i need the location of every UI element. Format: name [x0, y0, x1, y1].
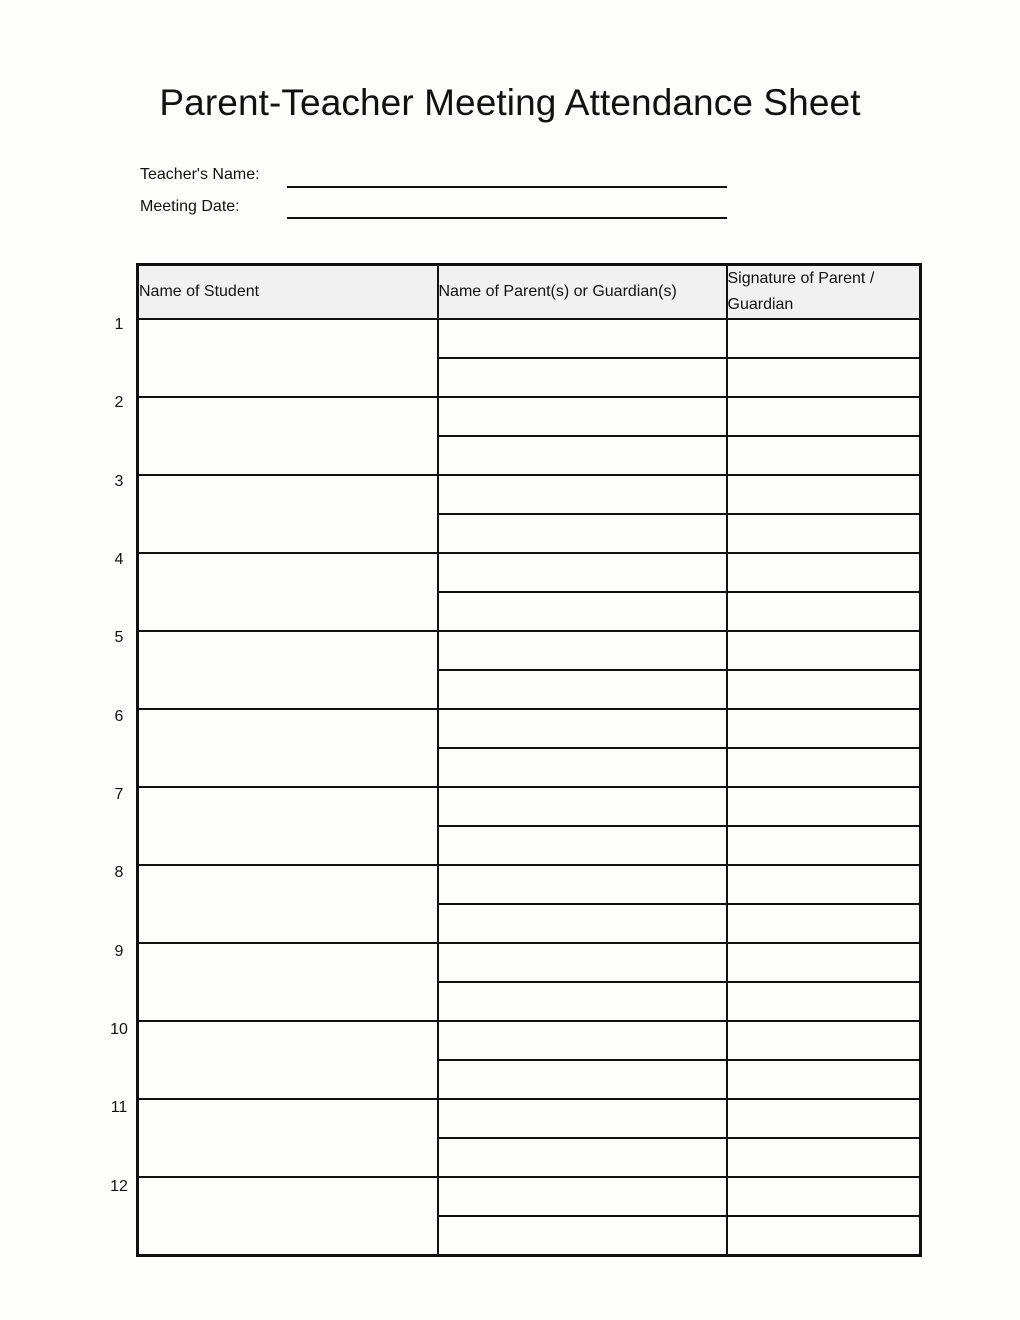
table-row [138, 865, 921, 904]
signature-cell[interactable] [727, 904, 921, 943]
table-row [138, 553, 921, 592]
signature-cell[interactable] [727, 982, 921, 1021]
signature-cell[interactable] [727, 553, 921, 592]
signature-cell[interactable] [727, 1060, 921, 1099]
attendance-table [136, 263, 922, 1257]
signature-cell[interactable] [727, 631, 921, 670]
parent-name-cell[interactable] [438, 670, 727, 709]
signature-cell[interactable] [727, 1216, 921, 1256]
student-name-cell[interactable] [138, 709, 438, 787]
parent-name-cell[interactable] [438, 553, 727, 592]
table-row [138, 319, 921, 358]
parent-name-cell[interactable] [438, 631, 727, 670]
signature-cell[interactable] [727, 397, 921, 436]
table-row [138, 787, 921, 826]
signature-cell[interactable] [727, 1177, 921, 1216]
parent-name-cell[interactable] [438, 514, 727, 553]
student-name-cell[interactable] [138, 1021, 438, 1099]
meeting-date-label: Meeting Date: [140, 198, 240, 215]
student-name-cell[interactable] [138, 397, 438, 475]
parent-name-cell[interactable] [438, 943, 727, 982]
signature-cell[interactable] [727, 436, 921, 475]
parent-name-cell[interactable] [438, 904, 727, 943]
row-number: 4 [114, 550, 124, 568]
student-name-cell[interactable] [138, 865, 438, 943]
parent-name-cell[interactable] [438, 1099, 727, 1138]
parent-name-cell[interactable] [438, 1177, 727, 1216]
row-number: 9 [114, 942, 124, 960]
parent-name-cell[interactable] [438, 1216, 727, 1256]
table-body [138, 319, 921, 1256]
parent-name-cell[interactable] [438, 748, 727, 787]
signature-cell[interactable] [727, 1138, 921, 1177]
signature-cell[interactable] [727, 826, 921, 865]
table-row [138, 709, 921, 748]
student-name-cell[interactable] [138, 1177, 438, 1256]
row-number: 3 [114, 472, 124, 490]
signature-cell[interactable] [727, 748, 921, 787]
teacher-name-field[interactable] [287, 186, 727, 188]
student-name-cell[interactable] [138, 475, 438, 553]
table-row [138, 631, 921, 670]
parent-name-cell[interactable] [438, 397, 727, 436]
page-title: Parent-Teacher Meeting Attendance Sheet [159, 82, 861, 123]
table-row [138, 1021, 921, 1060]
row-number: 1 [114, 316, 124, 333]
signature-cell[interactable] [727, 787, 921, 826]
parent-name-cell[interactable] [438, 436, 727, 475]
student-name-cell[interactable] [138, 631, 438, 709]
student-name-cell[interactable] [138, 553, 438, 631]
parent-name-cell[interactable] [438, 319, 727, 358]
signature-cell[interactable] [727, 709, 921, 748]
table-row [138, 943, 921, 982]
signature-cell[interactable] [727, 319, 921, 358]
parent-name-cell[interactable] [438, 709, 727, 748]
signature-cell[interactable] [727, 1021, 921, 1060]
row-number: 12 [110, 1177, 128, 1195]
parent-name-cell[interactable] [438, 1060, 727, 1099]
row-number: 5 [114, 629, 124, 647]
header-row [138, 265, 921, 320]
parent-name-cell[interactable] [438, 826, 727, 865]
signature-cell[interactable] [727, 943, 921, 982]
table-row [138, 1099, 921, 1138]
meeting-date-field[interactable] [287, 217, 727, 219]
table-row [138, 475, 921, 514]
parent-name-cell[interactable] [438, 865, 727, 904]
row-number: 6 [114, 707, 124, 725]
parent-name-cell[interactable] [438, 475, 727, 514]
row-number: 2 [114, 394, 124, 412]
student-name-cell[interactable] [138, 1099, 438, 1177]
teacher-name-label: Teacher's Name: [140, 166, 260, 183]
student-name-cell[interactable] [138, 787, 438, 865]
parent-name-cell[interactable] [438, 787, 727, 826]
table-row [138, 397, 921, 436]
header-name-of-student: Name of Student [138, 265, 438, 320]
signature-cell[interactable] [727, 475, 921, 514]
parent-name-cell[interactable] [438, 358, 727, 397]
signature-cell[interactable] [727, 1099, 921, 1138]
signature-cell[interactable] [727, 865, 921, 904]
signature-cell[interactable] [727, 592, 921, 631]
row-number: 7 [114, 785, 124, 803]
parent-name-cell[interactable] [438, 1021, 727, 1060]
parent-name-cell[interactable] [438, 982, 727, 1021]
signature-cell[interactable] [727, 514, 921, 553]
header-name-of-parent: Name of Parent(s) or Guardian(s) [438, 265, 727, 320]
row-number: 11 [110, 1099, 128, 1117]
signature-cell[interactable] [727, 358, 921, 397]
signature-cell[interactable] [727, 670, 921, 709]
row-number: 8 [114, 864, 124, 882]
header-signature: Signature of Parent / Guardian [727, 265, 921, 320]
table-row [138, 1177, 921, 1216]
student-name-cell[interactable] [138, 943, 438, 1021]
parent-name-cell[interactable] [438, 1138, 727, 1177]
row-number: 10 [110, 1020, 128, 1038]
parent-name-cell[interactable] [438, 592, 727, 631]
student-name-cell[interactable] [138, 319, 438, 397]
